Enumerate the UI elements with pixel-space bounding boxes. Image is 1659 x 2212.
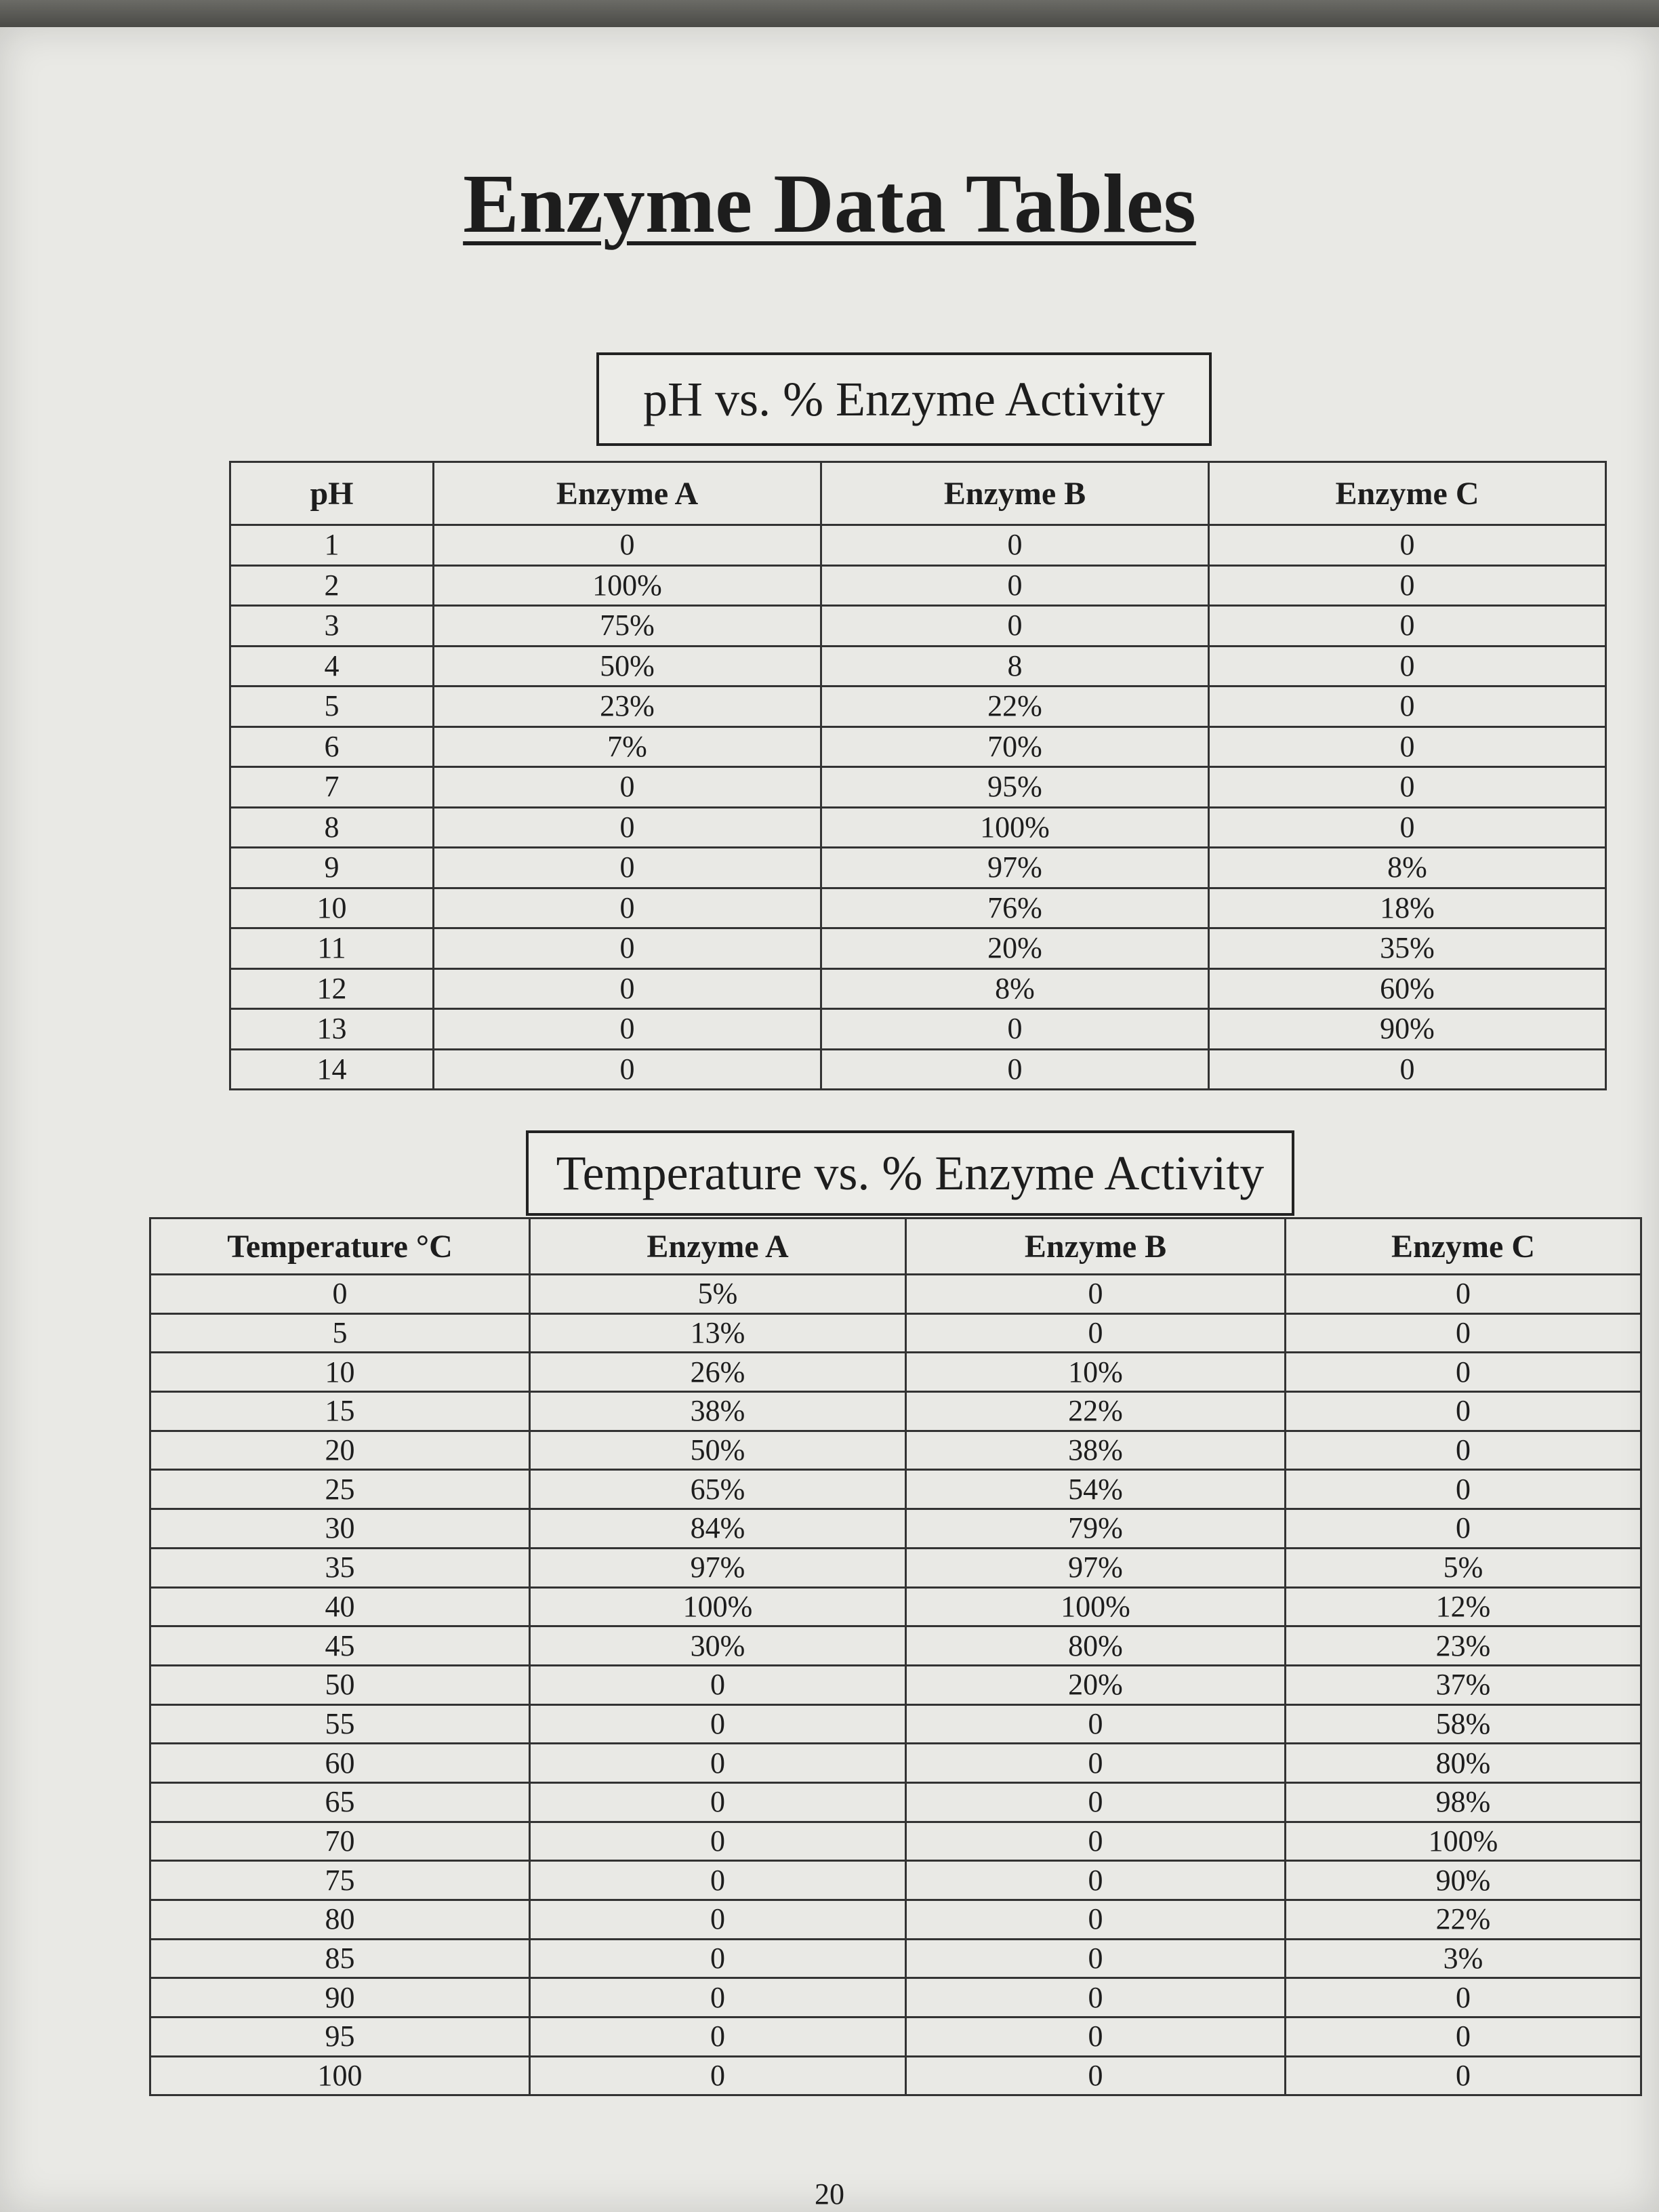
table-row: [230, 767, 1606, 808]
table-cell: 0: [906, 2018, 1286, 2057]
table-cell: 1: [230, 525, 434, 566]
table-cell: 79%: [906, 1509, 1286, 1549]
table-cell: 58%: [1286, 1704, 1641, 1744]
table-row: [230, 1049, 1606, 1090]
table-cell: 5%: [530, 1275, 906, 1314]
table-cell: 8: [821, 646, 1209, 687]
table-cell: 0: [906, 2056, 1286, 2095]
table-cell: 100%: [1286, 1822, 1641, 1861]
table-cell: 85: [150, 1939, 530, 1978]
table-cell: 0: [906, 1313, 1286, 1353]
table-row: [150, 1861, 1641, 1900]
table-row: [150, 1509, 1641, 1549]
table-cell: 90%: [1209, 1009, 1606, 1050]
table-cell: 75: [150, 1861, 530, 1900]
table-cell: 76%: [821, 888, 1209, 928]
table-cell: 7: [230, 767, 434, 808]
table-cell: 95: [150, 2018, 530, 2057]
table-cell: 100: [150, 2056, 530, 2095]
table-cell: 0: [821, 525, 1209, 566]
table-cell: 0: [1286, 1353, 1641, 1392]
table-cell: 15: [150, 1392, 530, 1431]
table-cell: 0: [821, 1049, 1209, 1090]
table-cell: 11: [230, 928, 434, 969]
column-header: Temperature °C: [150, 1218, 530, 1275]
ph-activity-table: [229, 461, 1607, 1090]
page-title-text: Enzyme Data Tables: [463, 157, 1196, 250]
table-cell: 14: [230, 1049, 434, 1090]
table-cell: 0: [906, 1704, 1286, 1744]
table-cell: 45: [150, 1626, 530, 1666]
table-cell: 5: [150, 1313, 530, 1353]
table-cell: 0: [906, 1744, 1286, 1783]
table-cell: 95%: [821, 767, 1209, 808]
column-header: Enzyme C: [1209, 462, 1606, 525]
table-cell: 100%: [434, 565, 821, 606]
table-row: [150, 1822, 1641, 1861]
table-cell: 23%: [434, 687, 821, 727]
page-number: 20: [815, 2177, 844, 2211]
table-cell: 0: [1209, 646, 1606, 687]
table-cell: 0: [530, 1704, 906, 1744]
table-cell: 0: [906, 1275, 1286, 1314]
table-cell: 22%: [906, 1392, 1286, 1431]
table-cell: 0: [530, 1861, 906, 1900]
temperature-activity-table: [149, 1217, 1642, 2096]
table-cell: 90: [150, 1978, 530, 2018]
document-page: [0, 27, 1659, 2212]
table-cell: 10: [150, 1353, 530, 1392]
table-row: [230, 726, 1606, 767]
table-cell: 30%: [530, 1626, 906, 1666]
table-cell: 30: [150, 1509, 530, 1549]
table-cell: 8%: [1209, 848, 1606, 888]
table-cell: 0: [1209, 726, 1606, 767]
table-cell: 0: [906, 1900, 1286, 1940]
table-cell: 7%: [434, 726, 821, 767]
table-cell: 23%: [1286, 1626, 1641, 1666]
table-cell: 0: [1286, 1978, 1641, 2018]
table-cell: 97%: [906, 1548, 1286, 1587]
table-cell: 0: [1209, 767, 1606, 808]
table-row: [230, 1009, 1606, 1050]
table-cell: 84%: [530, 1509, 906, 1549]
table-cell: 4: [230, 646, 434, 687]
table-cell: 18%: [1209, 888, 1606, 928]
table-row: [230, 807, 1606, 848]
table-cell: 0: [434, 1009, 821, 1050]
table-cell: 60: [150, 1744, 530, 1783]
table-cell: 75%: [434, 606, 821, 647]
table-cell: 0: [530, 2018, 906, 2057]
table-cell: 40: [150, 1587, 530, 1626]
table-cell: 0: [821, 565, 1209, 606]
table-cell: 38%: [530, 1392, 906, 1431]
table-cell: 80%: [1286, 1744, 1641, 1783]
table-row: [150, 1587, 1641, 1626]
table-cell: 0: [1286, 2056, 1641, 2095]
table-cell: 0: [1286, 1509, 1641, 1549]
table-cell: 13: [230, 1009, 434, 1050]
table-cell: 0: [434, 968, 821, 1009]
table-cell: 12: [230, 968, 434, 1009]
table-cell: 0: [1209, 565, 1606, 606]
table-cell: 35: [150, 1548, 530, 1587]
table-cell: 50%: [434, 646, 821, 687]
column-header: pH: [230, 462, 434, 525]
table-cell: 0: [906, 1822, 1286, 1861]
table-cell: 80: [150, 1900, 530, 1940]
table-row: [230, 968, 1606, 1009]
table-cell: 0: [434, 807, 821, 848]
table-cell: 0: [530, 1744, 906, 1783]
table-cell: 0: [906, 1782, 1286, 1822]
table-row: [150, 1978, 1641, 2018]
temperature-table-caption: Temperature vs. % Enzyme Activity: [526, 1130, 1294, 1216]
table-cell: 0: [1209, 1049, 1606, 1090]
column-header: Enzyme C: [1286, 1218, 1641, 1275]
table-cell: 5%: [1286, 1548, 1641, 1587]
table-cell: 65: [150, 1782, 530, 1822]
table-cell: 0: [434, 928, 821, 969]
table-cell: 0: [434, 1049, 821, 1090]
table-cell: 3%: [1286, 1939, 1641, 1978]
table-row: [230, 646, 1606, 687]
table-cell: 0: [821, 606, 1209, 647]
table-cell: 90%: [1286, 1861, 1641, 1900]
table-cell: 70%: [821, 726, 1209, 767]
table-cell: 0: [530, 1782, 906, 1822]
page-title: [0, 156, 1659, 252]
table-cell: 80%: [906, 1626, 1286, 1666]
table-row: [150, 1665, 1641, 1704]
table-cell: 0: [906, 1978, 1286, 2018]
table-row: [150, 1744, 1641, 1783]
table-cell: 38%: [906, 1431, 1286, 1470]
table-cell: 20%: [821, 928, 1209, 969]
table-cell: 0: [1286, 1431, 1641, 1470]
table-cell: 0: [821, 1009, 1209, 1050]
table-cell: 0: [1286, 1470, 1641, 1509]
table-cell: 0: [530, 1900, 906, 1940]
table-cell: 54%: [906, 1470, 1286, 1509]
table-cell: 0: [434, 767, 821, 808]
table-row: [150, 1470, 1641, 1509]
table-cell: 13%: [530, 1313, 906, 1353]
column-header: Enzyme A: [530, 1218, 906, 1275]
table-cell: 0: [1286, 1313, 1641, 1353]
table-row: [230, 606, 1606, 647]
table-cell: 0: [530, 1978, 906, 2018]
table-row: [150, 1353, 1641, 1392]
table-cell: 0: [1286, 1275, 1641, 1314]
table-cell: 0: [530, 1665, 906, 1704]
table-cell: 0: [1209, 687, 1606, 727]
table-row: [150, 1392, 1641, 1431]
table-header-row: [230, 462, 1606, 525]
table-row: [150, 1939, 1641, 1978]
table-row: [150, 1704, 1641, 1744]
table-cell: 0: [1286, 1392, 1641, 1431]
table-cell: 70: [150, 1822, 530, 1861]
column-header: Enzyme A: [434, 462, 821, 525]
table-cell: 26%: [530, 1353, 906, 1392]
table-cell: 12%: [1286, 1587, 1641, 1626]
table-row: [150, 1626, 1641, 1666]
table-cell: 50: [150, 1665, 530, 1704]
background-edge: [0, 0, 1659, 27]
table-cell: 0: [434, 888, 821, 928]
table-row: [150, 1548, 1641, 1587]
table-cell: 8%: [821, 968, 1209, 1009]
table-row: [150, 2056, 1641, 2095]
table-cell: 20%: [906, 1665, 1286, 1704]
table-cell: 100%: [821, 807, 1209, 848]
table-row: [150, 1313, 1641, 1353]
table-cell: 35%: [1209, 928, 1606, 969]
table-row: [230, 525, 1606, 566]
table-cell: 50%: [530, 1431, 906, 1470]
table-cell: 37%: [1286, 1665, 1641, 1704]
table-cell: 0: [906, 1939, 1286, 1978]
table-cell: 22%: [821, 687, 1209, 727]
table-cell: 9: [230, 848, 434, 888]
table-cell: 98%: [1286, 1782, 1641, 1822]
table-cell: 22%: [1286, 1900, 1641, 1940]
table-cell: 5: [230, 687, 434, 727]
table-row: [150, 1900, 1641, 1940]
table-cell: 100%: [530, 1587, 906, 1626]
table-header-row: [150, 1218, 1641, 1275]
table-row: [230, 565, 1606, 606]
table-cell: 3: [230, 606, 434, 647]
table-cell: 0: [1209, 807, 1606, 848]
table-cell: 55: [150, 1704, 530, 1744]
column-header: Enzyme B: [821, 462, 1209, 525]
table-cell: 100%: [906, 1587, 1286, 1626]
table-cell: 0: [434, 525, 821, 566]
table-cell: 0: [1209, 606, 1606, 647]
table-cell: 0: [1209, 525, 1606, 566]
table-cell: 65%: [530, 1470, 906, 1509]
table-cell: 0: [530, 2056, 906, 2095]
table-row: [230, 687, 1606, 727]
table-cell: 0: [150, 1275, 530, 1314]
table-cell: 60%: [1209, 968, 1606, 1009]
table-cell: 20: [150, 1431, 530, 1470]
table-cell: 0: [530, 1822, 906, 1861]
table-cell: 0: [906, 1861, 1286, 1900]
table-row: [230, 888, 1606, 928]
ph-table-caption: pH vs. % Enzyme Activity: [596, 352, 1212, 446]
table-cell: 0: [530, 1939, 906, 1978]
table-cell: 2: [230, 565, 434, 606]
table-row: [150, 1782, 1641, 1822]
table-row: [150, 2018, 1641, 2057]
table-cell: 10: [230, 888, 434, 928]
table-row: [150, 1275, 1641, 1314]
table-cell: 6: [230, 726, 434, 767]
table-row: [230, 928, 1606, 969]
table-cell: 25: [150, 1470, 530, 1509]
table-row: [150, 1431, 1641, 1470]
column-header: Enzyme B: [906, 1218, 1286, 1275]
table-cell: 0: [434, 848, 821, 888]
table-cell: 97%: [530, 1548, 906, 1587]
table-cell: 97%: [821, 848, 1209, 888]
table-cell: 10%: [906, 1353, 1286, 1392]
table-row: [230, 848, 1606, 888]
table-cell: 0: [1286, 2018, 1641, 2057]
table-cell: 8: [230, 807, 434, 848]
